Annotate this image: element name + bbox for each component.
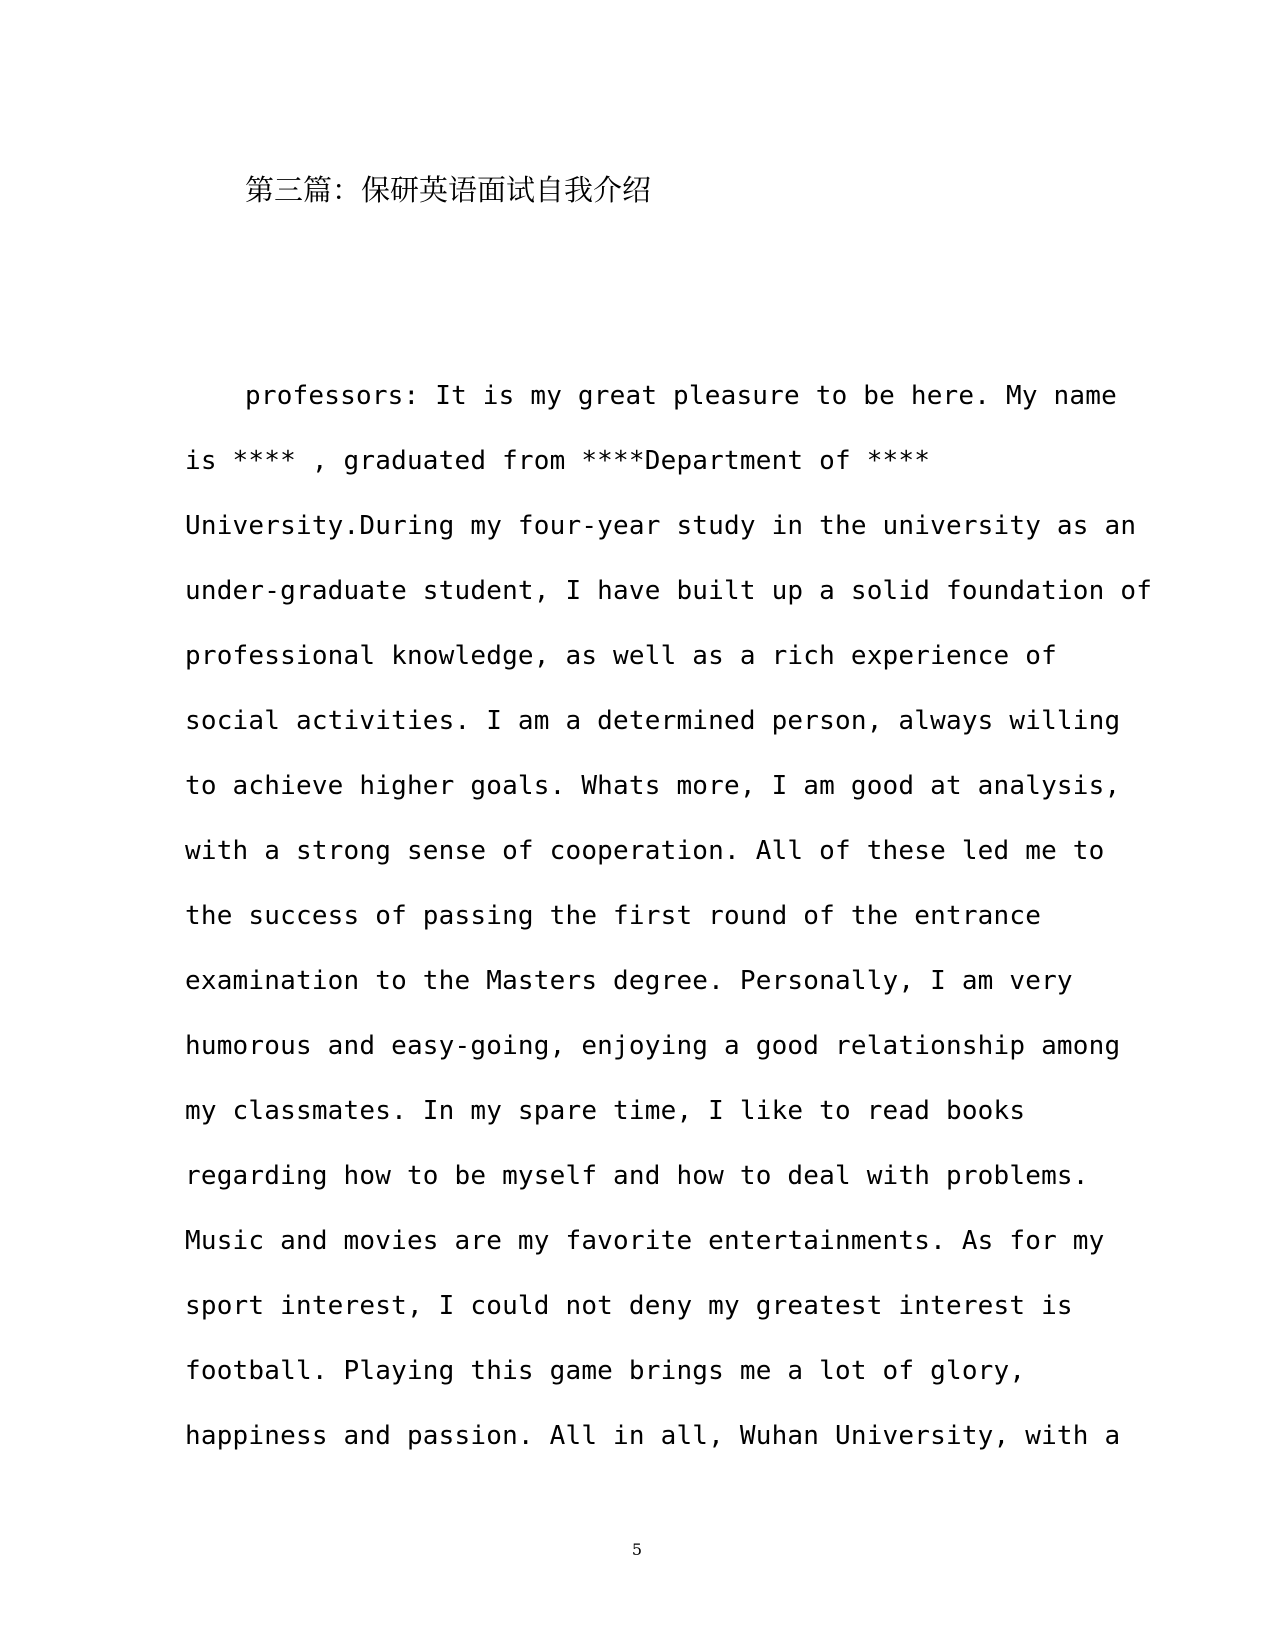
text-line: the success of passing the first round of the entrance [185, 901, 1042, 931]
text-line: with a strong sense of cooperation. All of these led me to [185, 836, 1105, 866]
text-line: professional knowledge, as well as a rich experience of [185, 641, 1057, 671]
text-line: social activities. I am a determined person, always willing [185, 706, 1121, 736]
text-line: Music and movies are my favorite entertainments. As for my [185, 1226, 1105, 1256]
text-line: examination to the Masters degree. Personally, I am very [185, 966, 1073, 996]
text-line: under-graduate student, I have built up a solid foundation of [185, 576, 1153, 606]
text-line: regarding how to be myself and how to deal with problems. [185, 1161, 1089, 1191]
page-number: 5 [631, 1540, 643, 1559]
text-line: happiness and passion. All in all, Wuhan University, with a [185, 1421, 1121, 1451]
text-line: is **** , graduated from ****Department of **** [185, 446, 931, 476]
text-line: University.During my four-year study in the university as an [185, 511, 1137, 541]
body-paragraph [185, 364, 1153, 1469]
text-line: humorous and easy-going, enjoying a good relationship among [185, 1031, 1121, 1061]
text-line: my classmates. In my spare time, I like to read books [185, 1096, 1026, 1126]
text-line: sport interest, I could not deny my greatest interest is [185, 1291, 1073, 1321]
text-line: to achieve higher goals. Whats more, I am good at analysis, [185, 771, 1121, 801]
section-heading: 第三篇：保研英语面试自我介绍 [245, 173, 652, 207]
text-line: football. Playing this game brings me a lot of glory, [185, 1356, 1026, 1386]
text-line: professors: It is my great pleasure to be here. My name [245, 381, 1117, 411]
